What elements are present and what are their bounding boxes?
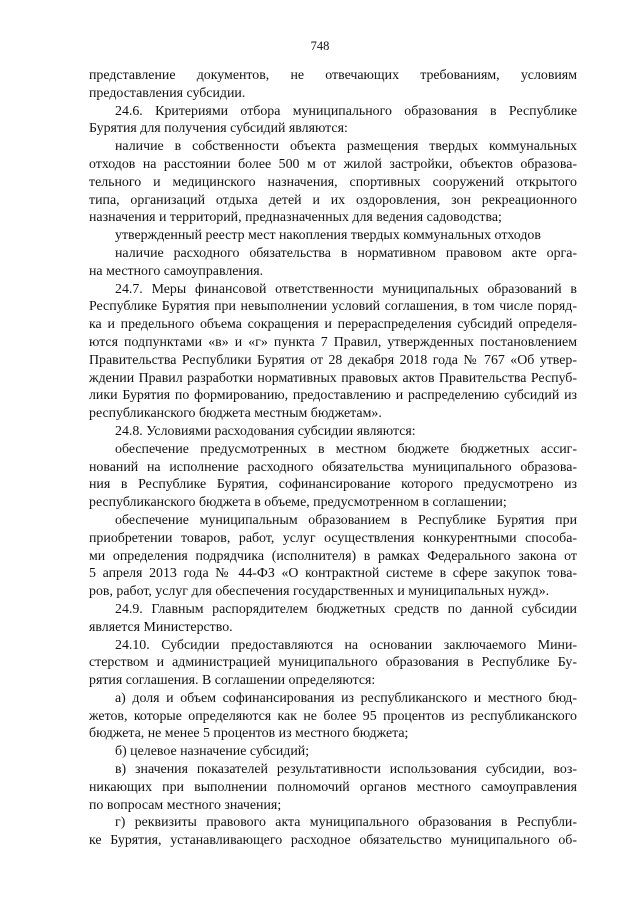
text-line: 24.6. Критериями отбора муниципального образования в Республике: [115, 103, 577, 119]
text-line: рятия соглашения. В соглашении определяются:: [89, 673, 376, 689]
text-line: Республике Бурятия при невыполнении условий соглашения, в том числе поряд-: [89, 299, 577, 315]
text-line: назначения и территорий, предназначенных для ведения садоводства;: [89, 210, 502, 226]
text-line: 5 апреля 2013 года № 44-ФЗ «О контрактной системе в сфере закупок това-: [89, 566, 577, 582]
text-line: ка и предельного объема сокращения и перераспределения субсидий определя-: [89, 317, 577, 333]
text-line: жетов, которые определяются как не более 95 процентов из республиканского: [89, 708, 577, 724]
text-line: утвержденный реестр мест накопления твердых коммунальных отходов: [115, 228, 541, 244]
text-line: ров, работ, услуг для обеспечения государственных и муниципальных нужд».: [89, 584, 550, 600]
text-line: республиканского бюджета местным бюджетам».: [89, 406, 382, 422]
text-line: 24.7. Меры финансовой ответственности муниципальных образований в: [115, 281, 577, 297]
text-line: наличие расходного обязательства в нормативном правовом акте орга-: [115, 245, 577, 261]
text-line: ются подпунктами «в» и «г» пункта 7 Правил, утвержденных постановлением: [89, 334, 577, 350]
text-line: ми определения подрядчика (исполнителя) в рамках Федерального закона от: [89, 548, 577, 564]
text-line: республиканского бюджета в объеме, предусмотренном в соглашении;: [89, 495, 507, 511]
text-line: наличие в собственности объекта размещения твердых коммунальных: [115, 139, 577, 155]
text-line: 24.9. Главным распорядителем бюджетных средств по данной субсидии: [115, 601, 577, 617]
text-line: обеспечение муниципальным образованием в Республике Бурятия при: [115, 512, 577, 528]
text-line: нований на исполнение расходного обязательства муниципального образова-: [89, 459, 577, 475]
text-line: а) доля и объем софинансирования из республиканского и местного бюд-: [115, 690, 577, 706]
text-line: по вопросам местного значения;: [89, 797, 282, 813]
text-line: приобретении товаров, работ, услуг осуществления конкурентными способа-: [89, 530, 577, 546]
text-line: ния в Республике Бурятия, софинансирование которого предусмотрено из: [89, 477, 577, 493]
text-line: никающих при выполнении полномочий органов местного самоуправления: [89, 779, 577, 795]
text-line: 24.10. Субсидии предоставляются на основании заключаемого Мини-: [115, 637, 577, 653]
text-line: ждении Правил разработки нормативных правовых актов Правительства Респуб-: [89, 370, 577, 386]
text-line: предоставления субсидии.: [89, 85, 246, 101]
text-line: лики Бурятия по формированию, предоставлению и распределению субсидий из: [89, 388, 577, 404]
page-number: 748: [310, 39, 330, 53]
text-line: представление документов, не отвечающих требованиям, условиям: [89, 68, 577, 83]
text-line: тельного и медицинского назначения, спортивных сооружений открытого: [89, 174, 577, 190]
text-line: Правительства Республики Бурятия от 28 декабря 2018 года № 767 «Об утвер-: [89, 352, 577, 368]
text-line: г) реквизиты правового акта муниципального образования в Республи-: [115, 815, 577, 831]
text-line: является Министерство.: [89, 619, 233, 635]
text-line: типа, организаций отдыха детей и их оздоровления, зон рекреационного: [89, 192, 577, 208]
text-line: стерством и администрацией муниципального образования в Республике Бу-: [89, 655, 577, 671]
text-line: б) целевое назначение субсидий;: [115, 744, 310, 760]
text-line: Бурятия для получения субсидий являются:: [89, 121, 348, 137]
text-line: ке Бурятия, устанавливающего расходное обязательство муниципального об-: [89, 833, 577, 849]
text-line: в) значения показателей результативности использования субсидии, воз-: [115, 762, 577, 778]
text-line: отходов на расстоянии более 500 м от жилой застройки, объектов образова-: [89, 156, 577, 172]
text-line: бюджета, не менее 5 процентов из местного бюджета;: [89, 726, 409, 742]
document-body: [89, 67, 577, 850]
text-line: на местного самоуправления.: [89, 263, 264, 279]
text-line: 24.8. Условиями расходования субсидии являются:: [115, 423, 416, 439]
text-line: обеспечение предусмотренных в местном бюджете бюджетных ассиг-: [115, 441, 577, 457]
